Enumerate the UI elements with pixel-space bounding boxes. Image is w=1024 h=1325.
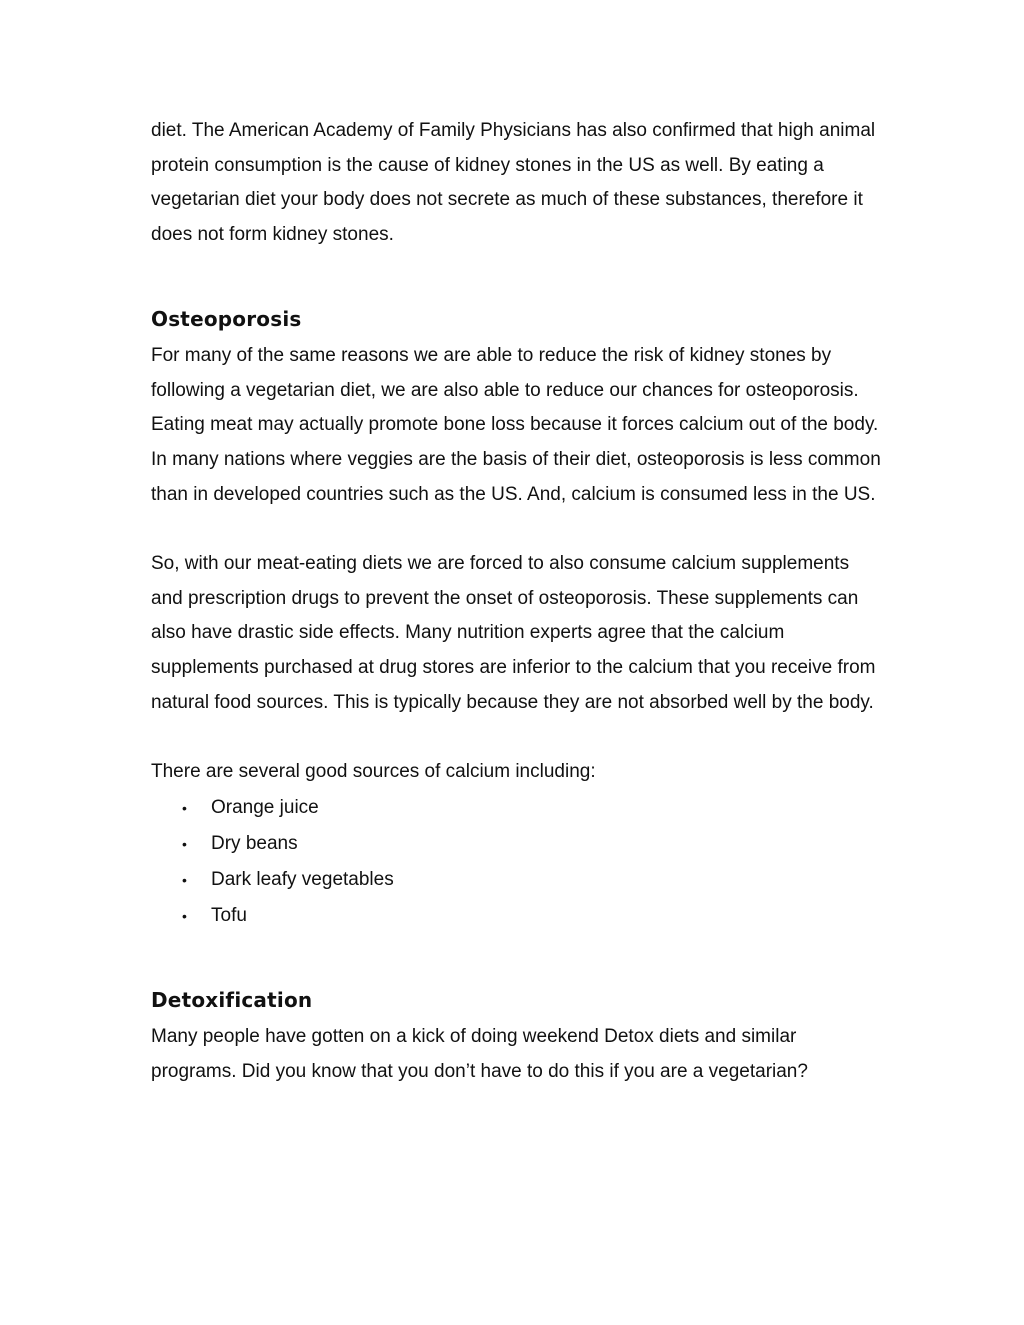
- list-item: [151, 898, 881, 934]
- paragraph-calcium-sources-intro: There are several good sources of calcium including:: [151, 761, 596, 783]
- list-item-text: Dark leafy vegetables: [211, 868, 394, 890]
- bullet-icon: •: [182, 835, 187, 852]
- paragraph-osteoporosis-intro: For many of the same reasons we are able to reduce the risk of kidney stones by following a vegetarian diet, we are also able to reduce our chances for osteoporosis. Eating meat may actually promote bone loss because it forces calcium out of the body. In many nations where veggies are the basis of their diet, osteoporosis is less common than in developed countries such as the US. And, calcium is consumed less in the US.: [151, 344, 881, 505]
- list-item-text: Orange juice: [211, 796, 319, 818]
- heading-detoxification: Detoxification: [151, 987, 313, 1012]
- list-item: [151, 826, 881, 862]
- heading-osteoporosis: Osteoporosis: [151, 306, 302, 331]
- list-item-text: Tofu: [211, 904, 247, 926]
- bullet-icon: •: [182, 907, 187, 924]
- page-content: [151, 114, 881, 1089]
- bullet-icon: •: [182, 799, 187, 816]
- paragraph-calcium-supplements: So, with our meat-eating diets we are forced to also consume calcium supplements and prescription drugs to prevent the onset of osteoporosis. These supplements can also have drastic side effects. Many nutrition experts agree that the calcium supplements purchased at drug stores are inferior to the calcium that you receive from natural food sources. This is typically because they are not absorbed well by the body.: [151, 553, 876, 713]
- bullet-icon: •: [182, 871, 187, 888]
- calcium-sources-list: [151, 790, 881, 934]
- list-item-text: Dry beans: [211, 832, 298, 854]
- list-item: [151, 862, 881, 898]
- paragraph-kidney-stones: diet. The American Academy of Family Physicians has also confirmed that high animal protein consumption is the cause of kidney stones in the US as well. By eating a vegetarian diet your body does not secrete as much of these substances, therefore it does not form kidney stones.: [151, 120, 876, 246]
- paragraph-detox: Many people have gotten on a kick of doing weekend Detox diets and similar programs. Did you know that you don’t have to do this if you are a vegetarian?: [151, 1025, 808, 1082]
- list-item: [151, 790, 881, 826]
